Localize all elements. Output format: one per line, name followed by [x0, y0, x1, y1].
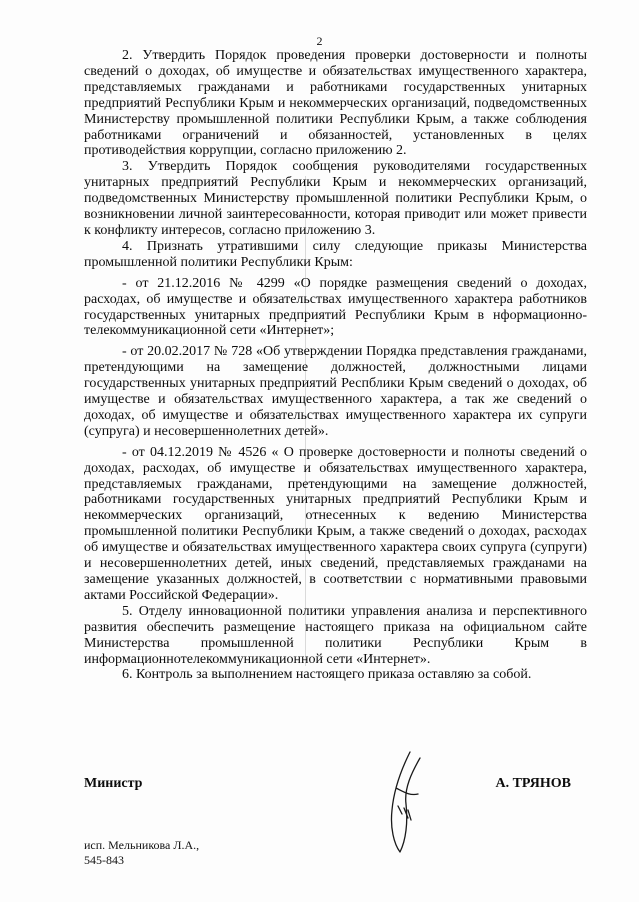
signer-position: Министр: [84, 776, 143, 791]
executor-phone: 545-843: [84, 853, 124, 867]
page-number: 2: [316, 34, 323, 48]
repealed-order-2016: - от 21.12.2016 № 4299 «О порядке размещения сведений о доходах, расходах, об имуществе и обязательствах имущественного характера работников государственных унитарных предприятий Республики Крым в нформационно-телекоммуникационной сети «Интернет»;: [84, 275, 587, 339]
repealed-order-2019: - от 04.12.2019 № 4526 « О проверке достоверности и полноты сведений о доходах, расходах, об имуществе и обязательствах имущественного характера, представляемых гражданами, претендующими на замещение должностей, работниками государственных унитарных предприятий Республики Крым и некоммерческих организаций, отнесенных к ведению Министерства промышленной политики Республики Крым, а также сведений о доходах, расходах об имуществе и обязательствах имущественного характера своих супруга (супруги) и несовершеннолетних детей, иных сведений, представляемых гражданами на замещение указанных должностей, в соответствии с нормативными правовыми актами Российской Федерации».: [84, 444, 587, 603]
document-body: [84, 48, 587, 683]
handwritten-signature: [380, 748, 430, 856]
executor-name: исп. Мельникова Л.А.,: [84, 838, 200, 852]
executor-block: [84, 838, 199, 868]
paragraph-item-2: 2. Утвердить Порядок проведения проверки достоверности и полноты сведений о доходах, об имуществе и обязательствах имущественного характера, представляемых гражданами и работниками государственных унитарных предприятий Республики Крым и некоммерческих организаций, подведомственных Министерству промышленной политики Республики Крым, а также соблюдения работниками ограничений и обязанностей, установленных в целях противодействия коррупции, согласно приложению 2.: [84, 48, 587, 159]
signature-row: [84, 776, 571, 796]
paragraph-item-5: 5. Отделу инновационной политики управления анализа и перспективного развития обеспечить размещение настоящего приказа на официальном сайте Министерства промышленной политики Республики Крым в информационнотелекоммуникационной сети «Интернет».: [84, 603, 587, 667]
paragraph-item-3: 3. Утвердить Порядок сообщения руководителями государственных унитарных предприятий Республики Крым и некоммерческих организаций, подведомственных Министерству промышленной политики Республики Крым, о возникновении личной заинтересованности, которая приводит или может привести к конфликту интересов, согласно приложению 3.: [84, 159, 587, 238]
paragraph-item-4: 4. Признать утратившими силу следующие приказы Министерства промышленной политики Республики Крым:: [84, 238, 587, 270]
paragraph-item-6: 6. Контроль за выполнением настоящего приказа оставляю за собой.: [122, 667, 532, 683]
signer-name: А. ТРЯНОВ: [495, 776, 571, 791]
repealed-order-2017: - от 20.02.2017 № 728 «Об утверждении Порядка представления гражданами, претендующими на замещение должностей, должностными лицами государственных унитарных предприятий Респблики Крым сведений о доходах, об имуществе и обязательствах имущественного характера, а так же сведений о доходах, об имуществе и обязательствах имущественного характера их супруги (супруга) и несовершеннолетних детей».: [84, 344, 587, 439]
